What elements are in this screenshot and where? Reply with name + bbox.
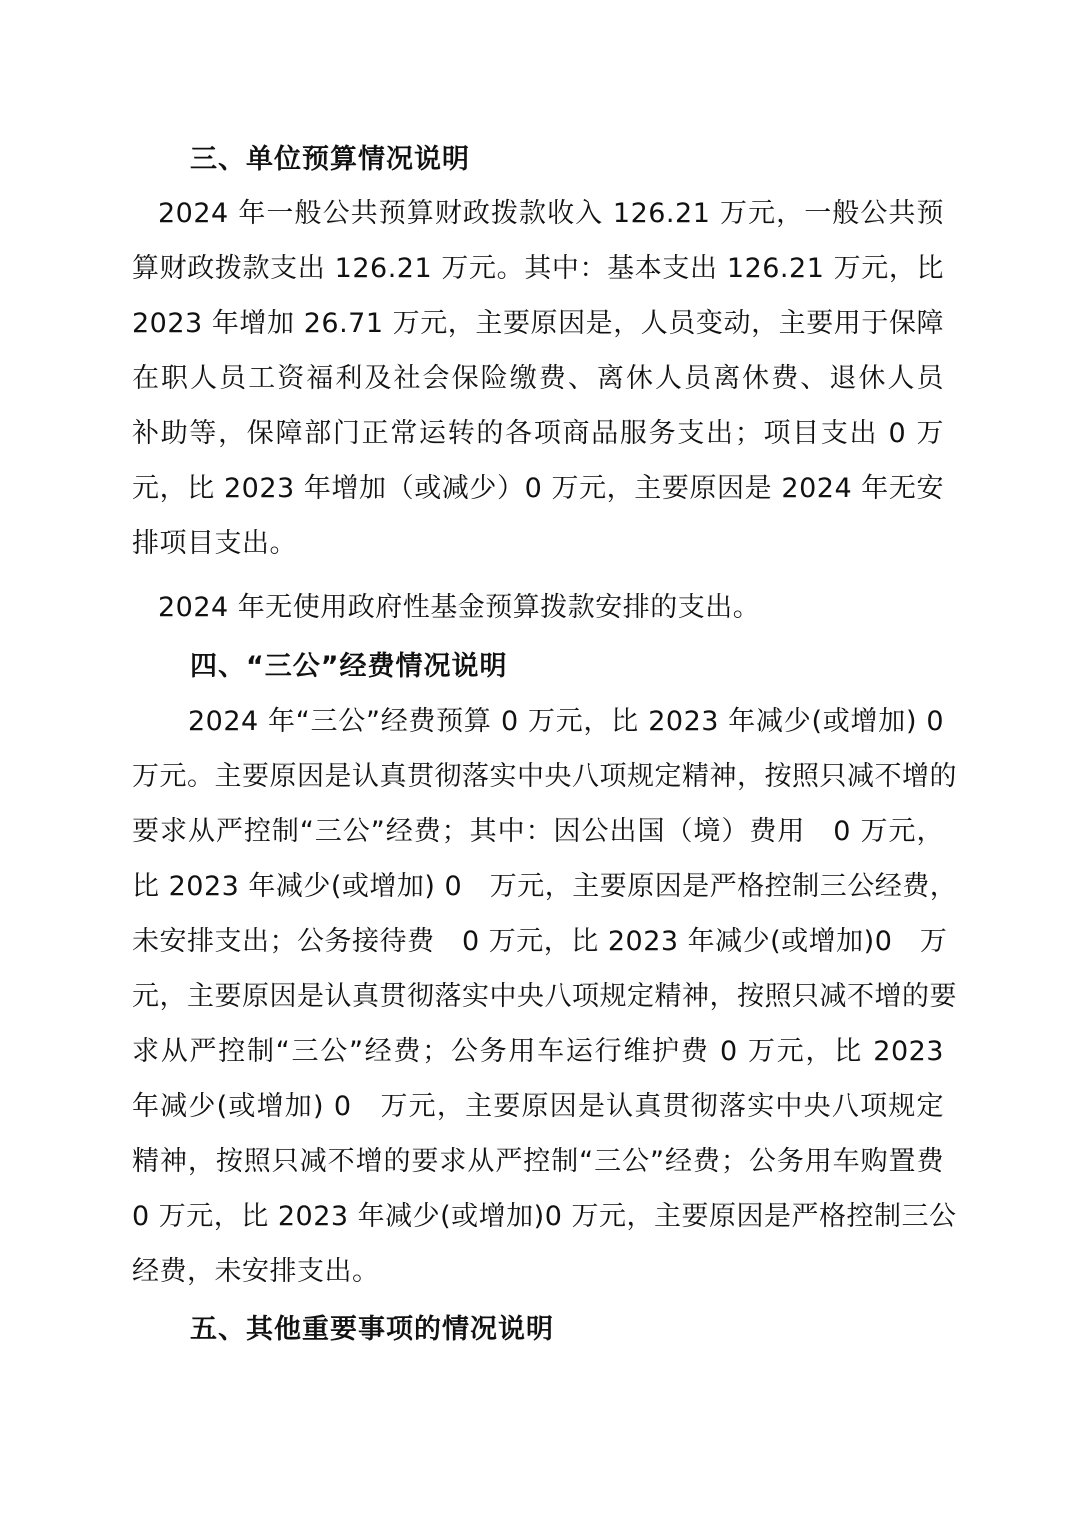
section-heading-4: 四、“三公”经费情况说明 [190, 651, 508, 682]
paragraph-line: 2024 年无使用政府性基金预算拨款安排的支出。 [158, 592, 761, 623]
paragraph-line: 元，比 2023 年增加（或减少）0 万元，主要原因是 2024 年无安 [132, 473, 944, 504]
paragraph-line: 比 2023 年减少(或增加) 0 万元，主要原因是严格控制三公经费， [132, 871, 958, 902]
paragraph-line: 2024 年一般公共预算财政拨款收入 126.21 万元，一般公共预 [158, 198, 944, 229]
paragraph-line: 补助等，保障部门正常运转的各项商品服务支出；项目支出 0 万 [132, 418, 944, 449]
paragraph-line: 在职人员工资福利及社会保险缴费、离休人员离休费、退休人员 [132, 363, 944, 394]
paragraph-line: 经费，未安排支出。 [132, 1256, 380, 1287]
paragraph-line: 年减少(或增加) 0 万元，主要原因是认真贯彻落实中央八项规定 [132, 1091, 944, 1122]
paragraph-line: 要求从严控制“三公”经费；其中：因公出国（境）费用 0 万元， [132, 816, 944, 847]
paragraph-line: 排项目支出。 [132, 528, 297, 559]
paragraph-line: 2023 年增加 26.71 万元，主要原因是，人员变动，主要用于保障 [132, 308, 944, 339]
paragraph-line: 元，主要原因是认真贯彻落实中央八项规定精神，按照只减不增的要 [132, 981, 957, 1012]
paragraph-line: 未安排支出；公务接待费 0 万元，比 2023 年减少(或增加)0 万 [132, 926, 948, 957]
paragraph-line: 求从严控制“三公”经费；公务用车运行维护费 0 万元，比 2023 [132, 1036, 944, 1067]
paragraph-line: 算财政拨款支出 126.21 万元。其中：基本支出 126.21 万元，比 [132, 253, 944, 284]
paragraph-line: 2024 年“三公”经费预算 0 万元，比 2023 年减少(或增加) 0 [188, 706, 944, 737]
paragraph-line: 万元。主要原因是认真贯彻落实中央八项规定精神，按照只减不增的 [132, 761, 957, 792]
section-heading-3: 三、单位预算情况说明 [190, 144, 470, 175]
paragraph-line: 0 万元，比 2023 年减少(或增加)0 万元，主要原因是严格控制三公 [132, 1201, 957, 1232]
paragraph-line: 精神，按照只减不增的要求从严控制“三公”经费；公务用车购置费 [132, 1146, 944, 1177]
section-heading-5: 五、其他重要事项的情况说明 [190, 1314, 554, 1345]
